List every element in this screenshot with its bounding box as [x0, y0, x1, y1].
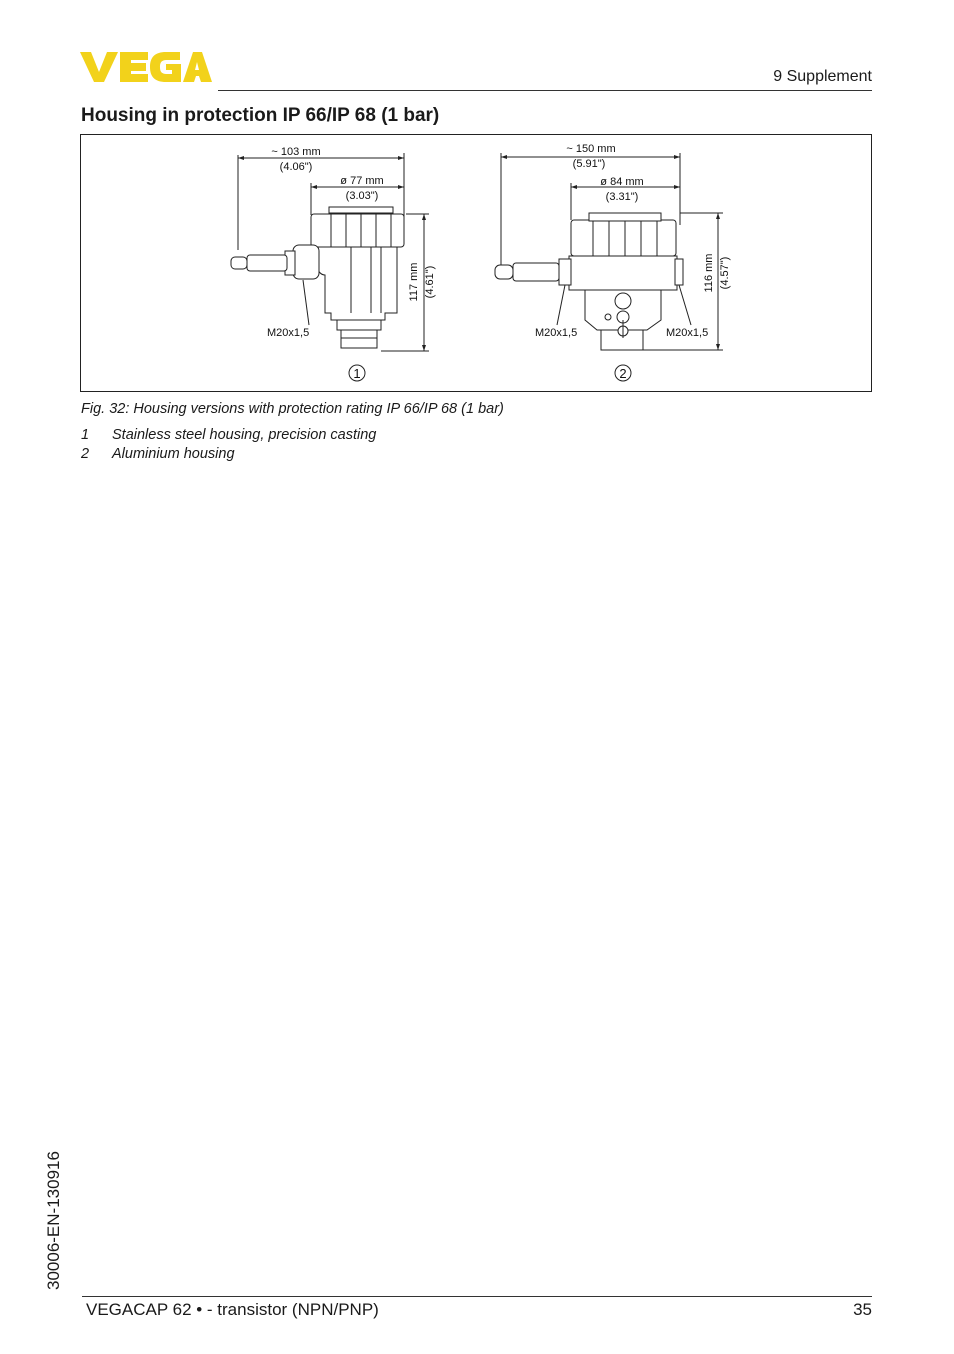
- h1-diameter-mm: ø 77 mm: [340, 175, 384, 187]
- h1-thread-label: M20x1,5: [267, 327, 310, 339]
- h1-diameter-in: (3.03"): [345, 190, 379, 202]
- section-heading: Housing in protection IP 66/IP 68 (1 bar): [81, 105, 440, 126]
- h1-number: 1: [353, 366, 361, 381]
- h1-height-in: (4.61"): [424, 265, 436, 299]
- h2-number: 2: [619, 366, 627, 381]
- footer-document-title: VEGACAP 62 • - transistor (NPN/PNP): [86, 1300, 379, 1319]
- figure-housing-drawings: [80, 134, 872, 392]
- h2-height-mm: 116 mm: [703, 253, 715, 293]
- section-label: 9 Supplement: [773, 68, 872, 85]
- side-document-number: 30006-EN-130916: [44, 1151, 63, 1290]
- legend-number: 2: [81, 446, 90, 462]
- legend-number: 1: [81, 427, 90, 443]
- h1-width-mm: ~ 103 mm: [271, 146, 321, 158]
- h2-width-mm: ~ 150 mm: [566, 143, 616, 155]
- header-rule: [218, 90, 872, 91]
- h2-thread-right-label: M20x1,5: [666, 327, 709, 339]
- legend-item: [81, 446, 376, 465]
- h2-width-in: (5.91"): [572, 158, 606, 170]
- h1-width-in: (4.06"): [279, 161, 313, 173]
- h2-diameter-in: (3.31"): [605, 191, 639, 203]
- h2-height-in: (4.57"): [719, 256, 731, 290]
- figure-caption: Fig. 32: Housing versions with protection rating IP 66/IP 68 (1 bar): [81, 401, 504, 417]
- technical-drawing: [81, 135, 873, 393]
- h2-diameter-mm: ø 84 mm: [600, 176, 644, 188]
- footer-rule: [82, 1296, 872, 1297]
- figure-legend: [81, 427, 376, 465]
- vega-logo: [80, 50, 212, 84]
- legend-text: Stainless steel housing, precision casting: [112, 427, 377, 443]
- h1-height-mm: 117 mm: [408, 262, 420, 302]
- legend-item: [81, 427, 376, 446]
- h2-thread-left-label: M20x1,5: [535, 327, 578, 339]
- page-number: 35: [853, 1300, 872, 1319]
- legend-text: Aluminium housing: [112, 446, 235, 462]
